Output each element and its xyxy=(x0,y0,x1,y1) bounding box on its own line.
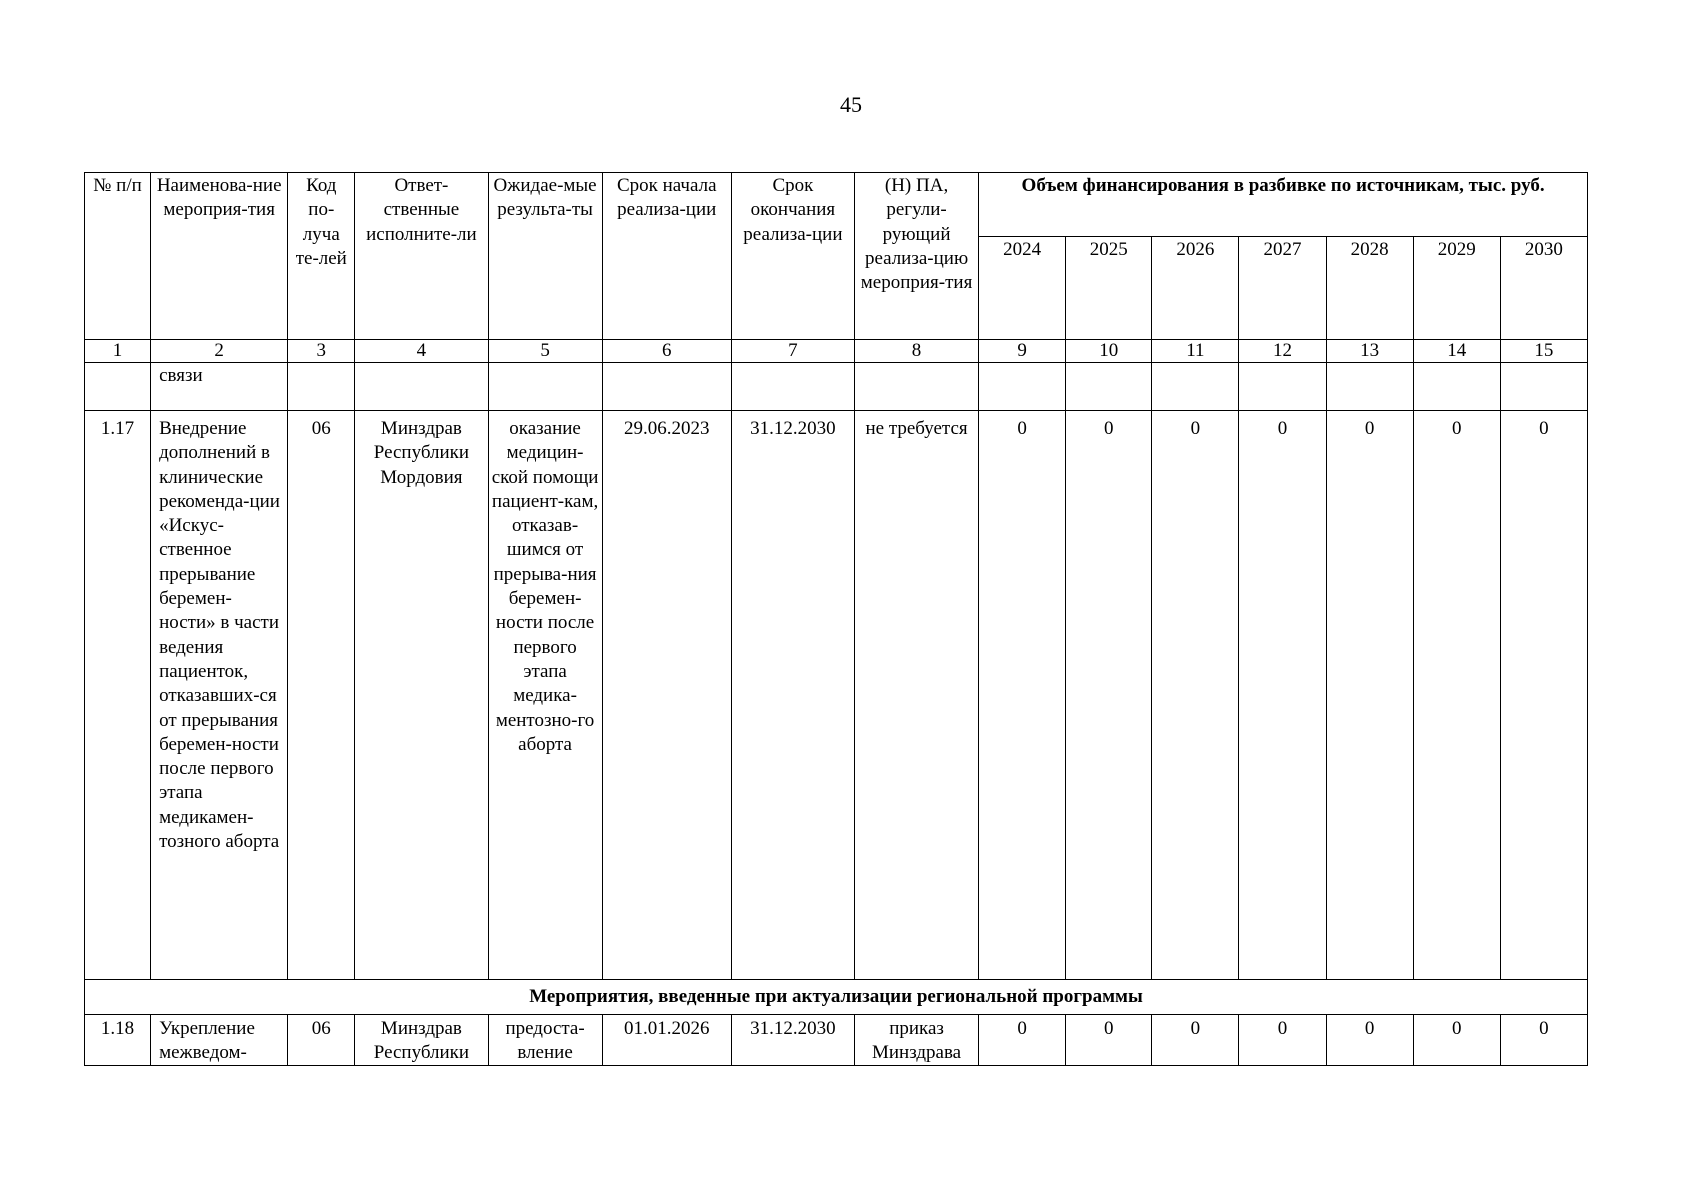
column-number: 4 xyxy=(355,340,488,363)
column-numbers-row xyxy=(85,340,1588,363)
cell-empty xyxy=(1066,363,1152,411)
row-funding: 0 xyxy=(1413,411,1500,980)
row-executor: Минздрав Республики Мордовия xyxy=(355,411,488,980)
header-year: 2028 xyxy=(1326,237,1413,340)
section-title: Мероприятия, введенные при актуализации региональной программы xyxy=(85,980,1588,1015)
header-end: Срок окончания реализа-ции xyxy=(731,173,854,340)
row-funding: 0 xyxy=(979,411,1066,980)
row-result: оказание медицин-ской помощи пациент-кам, отказав-шимся от прерыва-ния беремен-ности после первого этапа медика-ментозно-го аборта xyxy=(488,411,602,980)
row-funding: 0 xyxy=(1066,1015,1152,1066)
row-code: 06 xyxy=(288,1015,355,1066)
row-funding: 0 xyxy=(1413,1015,1500,1066)
continuation-row xyxy=(85,363,1588,411)
table-row-1-18 xyxy=(85,1015,1588,1066)
row-funding: 0 xyxy=(1239,411,1326,980)
continuation-name: связи xyxy=(151,363,288,411)
cell-empty xyxy=(1500,363,1587,411)
row-funding: 0 xyxy=(979,1015,1066,1066)
column-number: 1 xyxy=(85,340,151,363)
cell-empty xyxy=(1326,363,1413,411)
header-year: 2025 xyxy=(1066,237,1152,340)
column-number: 11 xyxy=(1152,340,1239,363)
cell-empty xyxy=(854,363,978,411)
row-start: 29.06.2023 xyxy=(602,411,731,980)
row-name: Укрепление межведом- xyxy=(151,1015,288,1066)
row-legal-act: не требуется xyxy=(854,411,978,980)
cell-empty xyxy=(1413,363,1500,411)
row-name: Внедрение дополнений в клинические рекоменда-ции «Искус-ственное прерывание беремен-ности» в части ведения пациенток, отказавших-ся от прерывания беремен-ности после первого этапа медикамен-тозного аборта xyxy=(151,411,288,980)
row-funding: 0 xyxy=(1152,1015,1239,1066)
row-legal-act: приказ Минздрава xyxy=(854,1015,978,1066)
header-name: Наименова-ние мероприя-тия xyxy=(151,173,288,340)
column-number: 9 xyxy=(979,340,1066,363)
row-num: 1.18 xyxy=(85,1015,151,1066)
cell-empty xyxy=(355,363,488,411)
column-number: 8 xyxy=(854,340,978,363)
row-end: 31.12.2030 xyxy=(731,411,854,980)
column-number: 2 xyxy=(151,340,288,363)
header-legal-act: (Н) ПА, регули-рующий реализа-цию мероприя-тия xyxy=(854,173,978,340)
row-funding: 0 xyxy=(1152,411,1239,980)
column-number: 12 xyxy=(1239,340,1326,363)
row-funding: 0 xyxy=(1500,1015,1587,1066)
cell-empty xyxy=(85,363,151,411)
row-funding: 0 xyxy=(1500,411,1587,980)
cell-empty xyxy=(1239,363,1326,411)
header-executor: Ответ-ственные исполните-ли xyxy=(355,173,488,340)
cell-empty xyxy=(602,363,731,411)
header-year: 2029 xyxy=(1413,237,1500,340)
row-num: 1.17 xyxy=(85,411,151,980)
header-num: № п/п xyxy=(85,173,151,340)
column-number: 15 xyxy=(1500,340,1587,363)
row-end: 31.12.2030 xyxy=(731,1015,854,1066)
table-row-1-17 xyxy=(85,411,1588,980)
cell-empty xyxy=(731,363,854,411)
row-executor: Минздрав Республики xyxy=(355,1015,488,1066)
row-funding: 0 xyxy=(1326,1015,1413,1066)
row-result: предоста-вление xyxy=(488,1015,602,1066)
column-number: 14 xyxy=(1413,340,1500,363)
header-financing: Объем финансирования в разбивке по источникам, тыс. руб. xyxy=(979,173,1588,237)
header-year: 2024 xyxy=(979,237,1066,340)
cell-empty xyxy=(1152,363,1239,411)
section-row xyxy=(85,980,1588,1015)
row-funding: 0 xyxy=(1066,411,1152,980)
column-number: 13 xyxy=(1326,340,1413,363)
column-number: 5 xyxy=(488,340,602,363)
column-number: 7 xyxy=(731,340,854,363)
page-number: 45 xyxy=(840,92,862,117)
header-start: Срок начала реализа-ции xyxy=(602,173,731,340)
cell-empty xyxy=(288,363,355,411)
column-number: 6 xyxy=(602,340,731,363)
row-code: 06 xyxy=(288,411,355,980)
column-number: 3 xyxy=(288,340,355,363)
cell-empty xyxy=(979,363,1066,411)
header-row xyxy=(85,173,1588,237)
header-year: 2026 xyxy=(1152,237,1239,340)
cell-empty xyxy=(488,363,602,411)
header-result: Ожидае-мые результа-ты xyxy=(488,173,602,340)
row-funding: 0 xyxy=(1239,1015,1326,1066)
header-code: Код по-луча те-лей xyxy=(288,173,355,340)
measures-table xyxy=(84,172,1588,1066)
header-year: 2027 xyxy=(1239,237,1326,340)
column-number: 10 xyxy=(1066,340,1152,363)
row-start: 01.01.2026 xyxy=(602,1015,731,1066)
row-funding: 0 xyxy=(1326,411,1413,980)
header-year: 2030 xyxy=(1500,237,1587,340)
